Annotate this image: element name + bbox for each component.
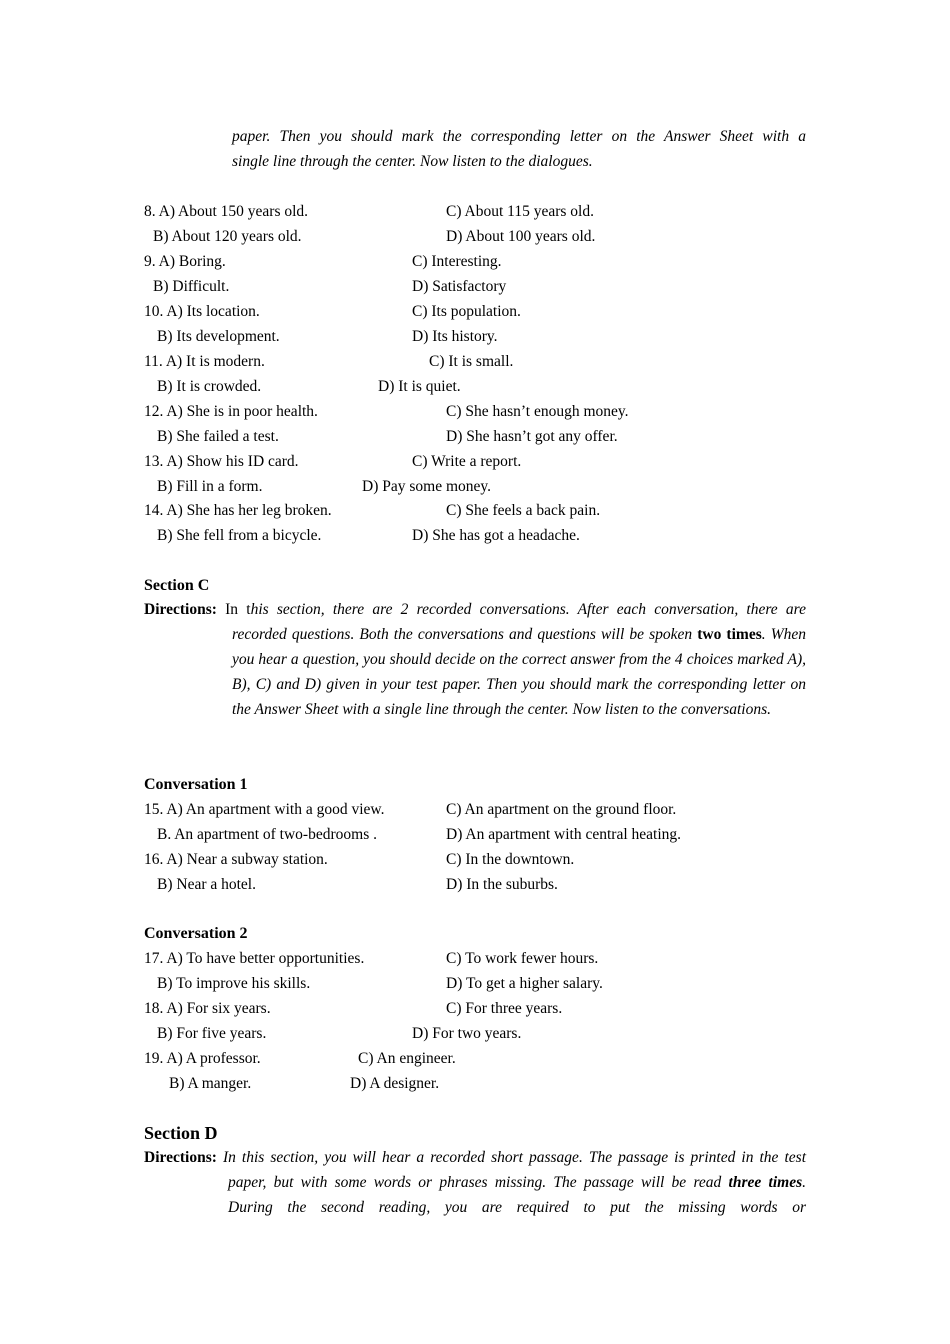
section-d-directions-part1: In this section, you will hear a recorded short passage. The passage is printed in the test paper, but with some words or phrases missing. The passage will be read: [222, 1149, 807, 1191]
q8-option-b: B) About 120 years old.: [153, 228, 302, 245]
section-c-directions-part2: . When you hear a question, you should decide on the correct answer from the 4 choices marked A), B), C) and D) given in your test paper. Then you should mark the corresponding letter on the Answer Sheet with a single line through the center. Now listen to the conversations.: [232, 626, 806, 718]
q13-option-a: 13. A) Show his ID card.: [144, 453, 299, 470]
q12-option-d: D) She hasn’t got any offer.: [446, 428, 618, 445]
q18-option-b: B) For five years.: [157, 1025, 267, 1042]
q18-option-d: D) For two years.: [412, 1025, 522, 1042]
intro-line-2: single line through the center. Now listen to the dialogues.: [232, 153, 593, 170]
q12-option-b: B) She failed a test.: [157, 428, 279, 445]
q16-option-b: B) Near a hotel.: [157, 876, 256, 893]
intro-line-1: paper. Then you should mark the corresponding letter on the Answer Sheet with a: [232, 128, 806, 145]
q11-option-b: B) It is crowded.: [157, 378, 262, 395]
q17-option-b: B) To improve his skills.: [157, 975, 311, 992]
q13-option-c: C) Write a report.: [412, 453, 522, 470]
section-c-title: Section C: [144, 577, 210, 594]
q8-option-a: 8. A) About 150 years old.: [144, 203, 309, 220]
q19-option-b: B) A manger.: [169, 1075, 252, 1092]
q10-option-c: C) Its population.: [412, 303, 521, 320]
q19-option-c: C) An engineer.: [358, 1050, 456, 1067]
q14-option-c: C) She feels a back pain.: [446, 502, 601, 519]
q15-option-a: 15. A) An apartment with a good view.: [144, 801, 385, 818]
section-d-directions-part2: . During the second reading, you are required to put the missing words or: [228, 1174, 806, 1216]
q13-option-d: D) Pay some money.: [362, 478, 492, 495]
q16-option-a: 16. A) Near a subway station.: [144, 851, 328, 868]
conversation-1-title: Conversation 1: [144, 776, 248, 793]
q14-option-d: D) She has got a headache.: [412, 527, 580, 544]
q10-option-d: D) Its history.: [412, 328, 498, 345]
q16-option-d: D) In the suburbs.: [446, 876, 558, 893]
section-c-directions-plain: In t: [216, 601, 251, 618]
section-c-directions-part1: his section, there are 2 recorded conversations. After each conversation, there are recorded questions. Both the conversations and questions will be spoken: [232, 601, 806, 643]
q8-option-d: D) About 100 years old.: [446, 228, 596, 245]
q16-option-c: C) In the downtown.: [446, 851, 575, 868]
section-d-directions: [144, 1145, 806, 1220]
q12-option-c: C) She hasn’t enough money.: [446, 403, 629, 420]
q14-option-b: B) She fell from a bicycle.: [157, 527, 322, 544]
section-c-directions: [144, 597, 806, 722]
q10-option-b: B) Its development.: [157, 328, 280, 345]
q17-option-d: D) To get a higher salary.: [446, 975, 603, 992]
q19-option-d: D) A designer.: [350, 1075, 440, 1092]
q12-option-a: 12. A) She is in poor health.: [144, 403, 318, 420]
q17-option-a: 17. A) To have better opportunities.: [144, 950, 365, 967]
q13-option-b: B) Fill in a form.: [157, 478, 263, 495]
q17-option-c: C) To work fewer hours.: [446, 950, 599, 967]
q15-option-c: C) An apartment on the ground floor.: [446, 801, 677, 818]
q18-option-c: C) For three years.: [446, 1000, 563, 1017]
section-c-directions-label: Directions:: [144, 601, 217, 618]
q10-option-a: 10. A) Its location.: [144, 303, 260, 320]
q9-option-d: D) Satisfactory: [412, 278, 507, 295]
q19-option-a: 19. A) A professor.: [144, 1050, 261, 1067]
section-d-title: Section D: [144, 1123, 218, 1143]
q18-option-a: 18. A) For six years.: [144, 1000, 271, 1017]
q9-option-c: C) Interesting.: [412, 253, 502, 270]
conversation-2-title: Conversation 2: [144, 925, 248, 942]
section-c-directions-bold: two times: [697, 626, 762, 643]
q14-option-a: 14. A) She has her leg broken.: [144, 502, 332, 519]
q9-option-a: 9. A) Boring.: [144, 253, 226, 270]
q11-option-a: 11. A) It is modern.: [144, 353, 265, 370]
q11-option-c: C) It is small.: [429, 353, 514, 370]
q11-option-d: D) It is quiet.: [378, 378, 461, 395]
q8-option-c: C) About 115 years old.: [446, 203, 594, 220]
q9-option-b: B) Difficult.: [153, 278, 230, 295]
section-d-directions-bold: three times: [728, 1174, 803, 1191]
q15-option-d: D) An apartment with central heating.: [446, 826, 682, 843]
section-d-directions-label: Directions:: [144, 1149, 217, 1166]
q15-option-b: B. An apartment of two-bedrooms .: [157, 826, 377, 843]
